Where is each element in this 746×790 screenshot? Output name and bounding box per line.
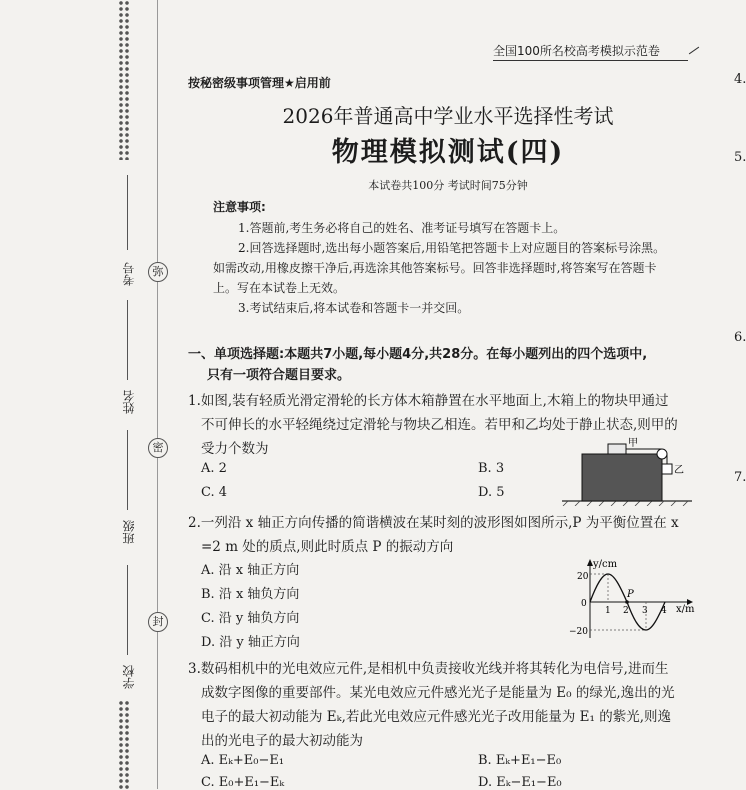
notice-item-1: 1.答题前,考生务必将自己的姓名、准考证号填写在答题卡上。: [238, 221, 566, 235]
q2-y-tick-neg20: −20: [569, 627, 588, 637]
exam-subtitle: 物理模拟测试(四): [331, 137, 565, 168]
q1-stem-3: 受力个数为: [201, 441, 269, 457]
q2-x-tick-2: 2: [623, 606, 629, 616]
notice-item-3: 3.考试结束后,将本试卷和答题卡一并交回。: [238, 301, 470, 315]
q2-x-tick-4: 4: [661, 606, 667, 616]
q3-stem-2: 成数字图像的重要部件。某光电效应元件感光光子是能量为 E₀ 的绿光,逸出的光: [201, 685, 675, 701]
notice-item-2-end: 上。写在本试卷上无效。: [213, 281, 346, 295]
q1-stem-2: 不可伸长的水平轻绳绕过定滑轮与物块乙相连。若甲和乙均处于静止状态,则甲的: [201, 417, 678, 433]
q3-option-b: B. Eₖ+E₁−E₀: [478, 753, 562, 768]
notice-item-2-cont: 如需改动,用橡皮擦干净后,再选涂其他答案标号。回答非选择题时,将答案写在答题卡: [213, 261, 657, 275]
q2-x-tick-1: 1: [605, 606, 611, 616]
right-qnum-4: 4.: [734, 72, 746, 87]
field-label-kaohao: 考号: [122, 262, 136, 286]
notice-item-2: 2.回答选择题时,选出每小题答案后,用铅笔把答题卡上对应题目的答案标号涂黑。: [238, 241, 666, 255]
q2-x-label: x/m: [676, 604, 695, 615]
q3-stem-1: 3.数码相机中的光电效应元件,是相机中负责接收光线并将其转化为电信号,进而生: [188, 661, 669, 677]
right-qnum-7: 7.: [734, 470, 746, 485]
q2-option-b: B. 沿 x 轴负方向: [201, 587, 300, 602]
section-header: 一、单项选择题:本题共7小题,每小题4分,共28分。在每小题列出的四个选项中,: [188, 347, 648, 362]
field-label-banji: 班级: [122, 520, 136, 544]
field-label-xuexiao: 学校: [122, 665, 136, 689]
series-tag: 全国100所名校高考模拟示范卷: [493, 44, 660, 58]
seal-mi: 弥: [148, 262, 168, 282]
seal-feng: 封: [148, 612, 168, 632]
exam-title: 2026年普通高中学业水平选择性考试: [282, 104, 614, 128]
q3-option-c: C. E₀+E₁−Eₖ: [201, 775, 285, 790]
exam-info: 本试卷共100分 考试时间75分钟: [368, 179, 528, 192]
field-line-banji: [127, 430, 128, 510]
right-qnum-6: 6.: [734, 330, 746, 345]
q1-box: [582, 454, 662, 501]
q2-point-p: [625, 600, 629, 604]
q1-stem-1: 1.如图,装有轻质光滑定滑轮的长方体木箱静置在水平地面上,木箱上的物块甲通过: [188, 393, 669, 409]
right-qnum-5: 5.: [734, 150, 746, 165]
q3-stem-3: 电子的最大初动能为 Eₖ,若此光电效应元件感光光子改用能量为 E₁ 的紫光,则逸: [201, 709, 672, 725]
q1-option-d: D. 5: [478, 485, 505, 500]
q2-wave-figure: [565, 556, 700, 642]
confidential-label: 按秘密级事项管理★启用前: [188, 76, 331, 90]
q2-stem-2: =2 m 处的质点,则此时质点 P 的振动方向: [201, 539, 454, 555]
q2-option-a: A. 沿 x 轴正方向: [201, 563, 300, 578]
q2-stem-1: 2.一列沿 x 轴正方向传播的简谐横波在某时刻的波形图如图所示,P 为平衡位置在 x: [188, 515, 679, 531]
seal-mi2: 密: [148, 438, 168, 458]
q3-option-a: A. Eₖ+E₀−E₁: [201, 753, 285, 768]
q1-option-b: B. 3: [478, 461, 505, 476]
field-label-xingming: 姓名: [122, 390, 136, 414]
q2-y-tick-20: 20: [577, 572, 589, 582]
q1-label-yi: 乙: [674, 465, 684, 476]
q1-option-a: A. 2: [201, 461, 227, 476]
q3-option-d: D. Eₖ−E₁−E₀: [478, 775, 562, 790]
q2-origin: 0: [581, 599, 587, 609]
q1-label-jia: 甲: [628, 438, 638, 449]
q3-stem-4: 出的光电子的最大初动能为: [201, 733, 363, 749]
q1-figure: [560, 436, 695, 506]
q2-option-d: D. 沿 y 轴正方向: [201, 635, 300, 650]
q2-y-label: y/cm: [593, 559, 618, 570]
q1-pulley: [657, 449, 667, 459]
field-line-xingming: [127, 300, 128, 380]
q2-option-c: C. 沿 y 轴负方向: [201, 611, 300, 626]
q1-option-c: C. 4: [201, 485, 228, 500]
section-header-cont: 只有一项符合题目要求。: [207, 368, 351, 383]
q1-block-yi: [662, 464, 672, 474]
header-rule: [493, 60, 688, 61]
field-line-xuexiao: [127, 565, 128, 655]
binding-dots-bottom: [118, 700, 130, 789]
q2-point-label: P: [627, 589, 634, 600]
q1-block-jia: [608, 444, 626, 454]
q1-ground-hatch: [563, 501, 688, 506]
header-tick: [689, 47, 699, 55]
notice-title: 注意事项:: [213, 200, 266, 214]
q2-x-tick-3: 3: [642, 606, 648, 616]
